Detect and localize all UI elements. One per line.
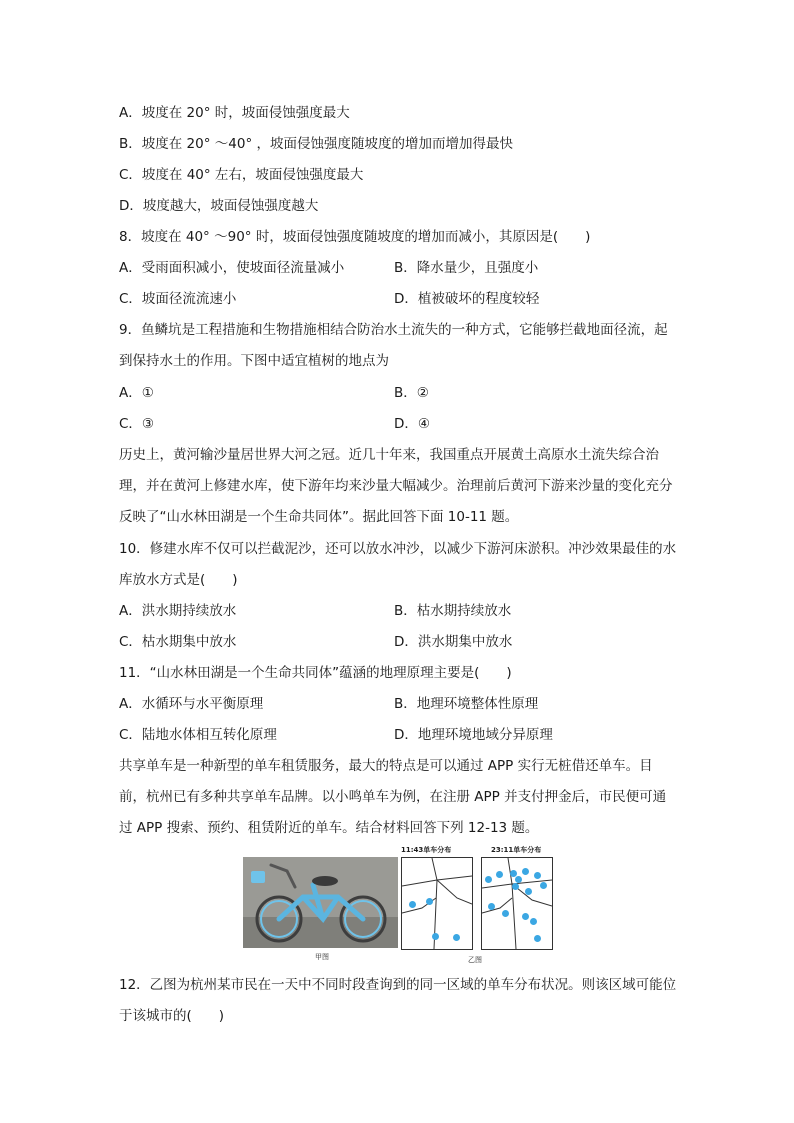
bike-dot [496,871,503,878]
bike-dot [485,876,492,883]
map-1143-title: 11:43单车分布 [401,846,452,854]
material-10-11: 历史上，黄河输沙量居世界大河之冠。近几十年来，我国重点开展黄土高原水土流失综合治理，并在黄河上修建水库，使下游年均来沙量大幅减少。治理前后黄河下游来沙量的变化充分反映了“山水林田湖是一个生命共同体”。据此回答下面 10-11 题。 [119,447,673,525]
q7-option-b: B．坡度在 20° ～40° ，坡面侵蚀强度随坡度的增加而增加得最快 [119,136,513,152]
q11-option-c: C．陆地水体相互转化原理 [119,727,277,743]
map-1143 [401,857,473,950]
q7-option-a: A．坡度在 20° 时，坡面侵蚀强度最大 [119,105,350,121]
q8-option-a: A．受雨面积减小，使坡面径流量减小 [119,260,345,276]
q11-option-a: A．水循环与水平衡原理 [119,696,264,712]
q7-option-d: D．坡度越大，坡面侵蚀强度越大 [119,198,319,214]
map-2311 [481,857,553,950]
bike-dot [534,935,541,942]
q9-option-a: A．① [119,385,154,401]
q10-option-c: C．枯水期集中放水 [119,634,237,650]
bike-photo [243,857,398,948]
q9-option-d: D．④ [394,416,430,432]
caption-right: 乙图 [468,956,482,964]
q8-stem: 8．坡度在 40° ～90° 时，坡面侵蚀强度随坡度的增加而减小，其原因是( ) [119,229,591,245]
q9-stem: 9．鱼鳞坑是工程措施和生物措施相结合防治水土流失的一种方式，它能够拦截地面径流，起到保持水土的作用。下图中适宜植树的地点为 [119,322,668,369]
q11-option-b: B．地理环境整体性原理 [394,696,539,712]
bike-dot [522,913,529,920]
bike-dot [540,882,547,889]
caption-left: 甲图 [315,953,329,961]
bike-figure [243,845,563,965]
q7-option-c: C．坡度在 40° 左右，坡面侵蚀强度最大 [119,167,364,183]
bike-dot [453,934,460,941]
q10-stem: 10．修建水库不仅可以拦截泥沙，还可以放水冲沙，以减少下游河床淤积。冲沙效果最佳的水库放水方式是( ) [119,541,677,588]
bike-dot [502,910,509,917]
q10-option-b: B．枯水期持续放水 [394,603,512,619]
bike-dot [512,883,519,890]
bike-dot [534,872,541,879]
bike-dot [432,933,439,940]
bike-dot [409,901,416,908]
q11-stem: 11．“山水林田湖是一个生命共同体”蕴涵的地理原理主要是( ) [119,665,512,681]
bike-dot [530,918,537,925]
q10-option-a: A．洪水期持续放水 [119,603,237,619]
q8-option-d: D．植被破坏的程度较轻 [394,291,540,307]
q11-option-d: D．地理环境地域分异原理 [394,727,553,743]
q12-stem: 12．乙图为杭州某市民在一天中不同时段查询到的同一区域的单车分布状况。则该区域可能位于该城市的( ) [119,977,677,1024]
q10-option-d: D．洪水期集中放水 [394,634,513,650]
bike-dot [426,898,433,905]
bike-dot [515,876,522,883]
material-12-13: 共享单车是一种新型的单车租赁服务，最大的特点是可以通过 APP 实行无桩借还单车。目前，杭州已有多种共享单车品牌。以小鸣单车为例，在注册 APP 并支付押金后，市民便可通过 APP 搜索、预约、租赁附近的单车。结合材料回答下列 12-13 题。 [119,758,667,836]
bike-dot [488,903,495,910]
q9-option-b: B．② [394,385,429,401]
map-2311-title: 23:11单车分布 [491,846,542,854]
q8-option-b: B．降水量少，且强度小 [394,260,539,276]
q8-option-c: C．坡面径流流速小 [119,291,237,307]
bike-dot [522,868,529,875]
q9-option-c: C．③ [119,416,155,432]
bike-dot [525,888,532,895]
